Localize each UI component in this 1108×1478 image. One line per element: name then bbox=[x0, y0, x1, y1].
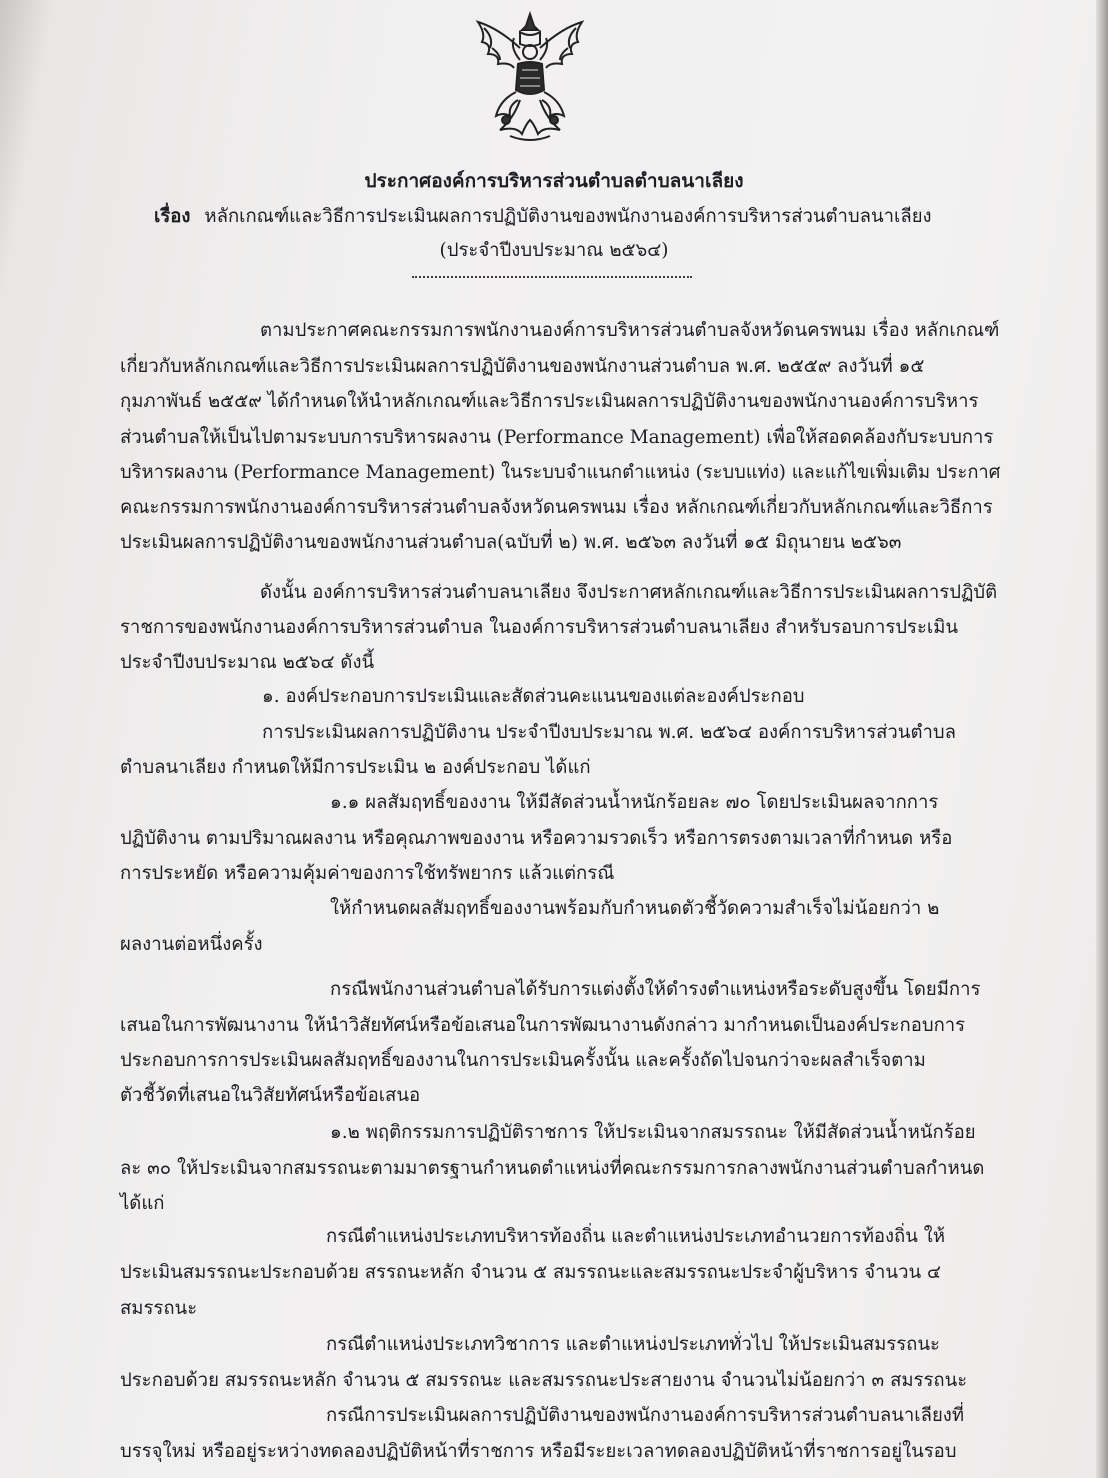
body-line: สมรรถนะ bbox=[120, 1298, 198, 1319]
body-line: ผลงานต่อหนึ่งครั้ง bbox=[120, 934, 263, 955]
body-line: กรณีตำแหน่งประเภทบริหารท้องถิ่น และตำแหน่งประเภทอำนวยการท้องถิ่น ให้ bbox=[326, 1226, 946, 1247]
body-line: กรณีตำแหน่งประเภทวิชาการ และตำแหน่งประเภททั่วไป ให้ประเมินสมรรถนะ bbox=[326, 1334, 940, 1355]
subsection-heading: ๑.๑ ผลสัมฤทธิ์ของงาน ให้มีสัดส่วนน้ำหนักร้อยละ ๗๐ โดยประเมินผลจากการ bbox=[330, 792, 939, 813]
body-line: ประเมินผลการปฏิบัติงานของพนักงานส่วนตำบล(ฉบับที่ ๒) พ.ศ. ๒๕๖๓ ลงวันที่ ๑๕ มิถุนายน ๒๕๖๓ bbox=[120, 532, 902, 553]
body-line: ตัวชี้วัดที่เสนอในวิสัยทัศน์หรือข้อเสนอ bbox=[120, 1085, 421, 1106]
body-line: กรณีการประเมินผลการปฏิบัติงานของพนักงานองค์การบริหารส่วนตำบลนาเลียงที่ bbox=[326, 1405, 965, 1426]
body-line: ประกอบการการประเมินผลสัมฤทธิ์ของงานในการประเมินครั้งนั้น และครั้งถัดไปจนกว่าจะผลสำเร็จตาม bbox=[120, 1050, 926, 1071]
subject-label: เรื่อง bbox=[154, 206, 191, 227]
body-line: ละ ๓๐ ให้ประเมินจากสมรรถนะตามมาตรฐานกำหนดตำแหน่งที่คณะกรรมการกลางพนักงานส่วนตำบลกำหนด bbox=[120, 1158, 985, 1179]
body-line: เสนอในการพัฒนางาน ให้นำวิสัยทัศน์หรือข้อเสนอในการพัฒนางานดังกล่าว มากำหนดเป็นองค์ประกอบการ bbox=[120, 1015, 966, 1036]
body-line: บรรจุใหม่ หรืออยู่ระหว่างทดลองปฏิบัติหน้าที่ราชการ หรือมีระยะเวลาทดลองปฏิบัติหน้าที่ราชการอยู่ในรอบ bbox=[120, 1441, 957, 1462]
body-line: ราชการของพนักงานองค์การบริหารส่วนตำบล ในองค์การบริหารส่วนตำบลนาเลียง สำหรับรอบการประเมิน bbox=[120, 617, 959, 638]
body-line: ส่วนตำบลให้เป็นไปตามระบบการบริหารผลงาน (Performance Management) เพื่อให้สอดคล้องกับระบบการ bbox=[120, 427, 994, 448]
body-line: ประเมินสมรรถนะประกอบด้วย สรรถนะหลัก จำนวน ๕ สมรรถนะและสมรรถนะประจำผู้บริหาร จำนวน ๔ bbox=[120, 1262, 941, 1283]
body-line: กุมภาพันธ์ ๒๕๕๙ ได้กำหนดให้นำหลักเกณฑ์และวิธีการประเมินผลการปฏิบัติงานของพนักงานองค์การบริหาร bbox=[120, 391, 979, 412]
garuda-emblem-icon bbox=[470, 8, 590, 146]
subsection-heading: ๑.๒ พฤติกรรมการปฏิบัติราชการ ให้ประเมินจากสมรรถนะ ให้มีสัดส่วนน้ำหนักร้อย bbox=[330, 1122, 976, 1143]
document-subject bbox=[154, 202, 932, 231]
body-line: การประเมินผลการปฏิบัติงาน ประจำปีงบประมาณ พ.ศ. ๒๕๖๔ องค์การบริหารส่วนตำบล bbox=[262, 722, 956, 743]
body-line: ตำบลนาเลียง กำหนดให้มีการประเมิน ๒ องค์ประกอบ ได้แก่ bbox=[120, 757, 591, 778]
body-line: บริหารผลงาน (Performance Management) ในระบบจำแนกตำแหน่ง (ระบบแท่ง) และแก้ไขเพิ่มเติม ประกาศ bbox=[120, 462, 1001, 483]
section-heading: ๑. องค์ประกอบการประเมินและสัดส่วนคะแนนของแต่ละองค์ประกอบ bbox=[262, 686, 805, 707]
body-line: ได้แก่ bbox=[120, 1193, 165, 1214]
body-line: การประหยัด หรือความคุ้มค่าของการใช้ทรัพยากร แล้วแต่กรณี bbox=[120, 863, 615, 884]
body-line: ให้กำหนดผลสัมฤทธิ์ของงานพร้อมกับกำหนดตัวชี้วัดความสำเร็จไม่น้อยกว่า ๒ bbox=[330, 898, 940, 919]
body-line: เกี่ยวกับหลักเกณฑ์และวิธีการประเมินผลการปฏิบัติงานของพนักงานส่วนตำบล พ.ศ. ๒๕๕๙ ลงวันที่ ๑๕ bbox=[120, 356, 925, 377]
fiscal-year: (ประจำปีงบประมาณ ๒๕๖๔) bbox=[439, 240, 669, 261]
page-edge-shadow bbox=[1096, 0, 1108, 1478]
dotted-separator bbox=[412, 276, 692, 278]
body-line: ตามประกาศคณะกรรมการพนักงานองค์การบริหารส่วนตำบลจังหวัดนครพนม เรื่อง หลักเกณฑ์ bbox=[260, 320, 1000, 341]
body-line: ประจำปีงบประมาณ ๒๕๖๔ ดังนี้ bbox=[120, 652, 375, 673]
body-line: กรณีพนักงานส่วนตำบลได้รับการแต่งตั้งให้ดำรงตำแหน่งหรือระดับสูงขึ้น โดยมีการ bbox=[330, 979, 981, 1000]
body-line: ดังนั้น องค์การบริหารส่วนตำบลนาเลียง จึงประกาศหลักเกณฑ์และวิธีการประเมินผลการปฏิบัติ bbox=[260, 582, 998, 603]
subject-text: หลักเกณฑ์และวิธีการประเมินผลการปฏิบัติงานของพนักงานองค์การบริหารส่วนตำบลนาเลียง bbox=[204, 206, 932, 227]
body-line: คณะกรรมการพนักงานองค์การบริหารส่วนตำบลจังหวัดนครพนม เรื่อง หลักเกณฑ์เกี่ยวกับหลักเกณฑ์และวิธีการ bbox=[120, 497, 993, 518]
document-title: ประกาศองค์การบริหารส่วนตำบลตำบลนาเลียง bbox=[364, 170, 744, 192]
body-line: ประกอบด้วย สมรรถนะหลัก จำนวน ๕ สมรรถนะ และสมรรถนะประสายงาน จำนวนไม่น้อยกว่า ๓ สมรรถนะ bbox=[120, 1370, 968, 1391]
body-line: ปฏิบัติงาน ตามปริมาณผลงาน หรือคุณภาพของงาน หรือความรวดเร็ว หรือการตรงตามเวลาที่กำหนด หรือ bbox=[120, 828, 953, 849]
